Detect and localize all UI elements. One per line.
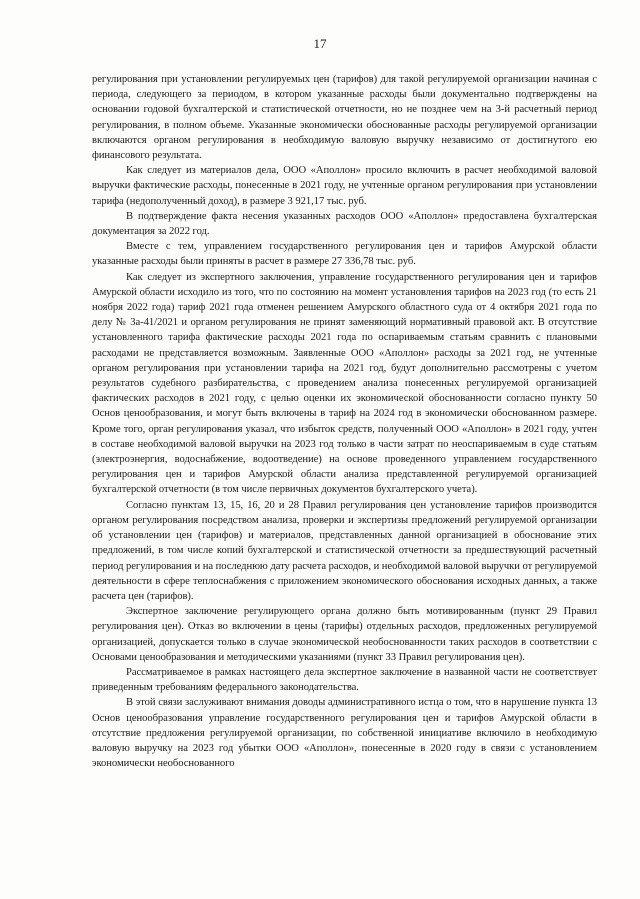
paragraph-3: В подтверждение факта несения указанных расходов ООО «Аполлон» предоставлена бухгалтерская документация за 2022 год.: [92, 210, 597, 238]
paragraph-2: Как следует из материалов дела, ООО «Аполлон» просило включить в расчет необходимой валовой выручки фактические расходы, понесенные в 2021 году, не учтенные органом регулирования при установлении тарифа (недополученный доход), в размере 3 921,17 тыс. руб.: [92, 165, 597, 207]
paragraph-1: регулирования при установлении регулируемых цен (тарифов) для такой регулируемой организации начиная с периода, следующего за периодом, в котором указанные расходы были документально подтверждены на основании годовой бухгалтерской и статистической отчетности, но не позднее чем на 3-й расчетный период регулирования, в полном объеме. Указанные экономически обоснованные расходы регулируемой организации включаются органом регулирования в необходимую валовую выручку независимо от достигнутого ею финансового результата.: [92, 74, 597, 162]
page-number: 17: [313, 36, 327, 51]
paragraph-6: Согласно пунктам 13, 15, 16, 20 и 28 Правил регулирования цен установление тарифов производится органом регулирования посредством анализа, проверки и экспертизы предложений регулируемой организации об установлении цен (тарифов) и материалов, представленных данной организацией в обоснование этих предложений, в том числе копий бухгалтерской и статистической отчетности за предшествующий расчетный период регулирования и на последнюю дату расчета расходов, и необходимой валовой выручки от регулируемой деятельности в сфере теплоснабжения с приложением экономического обоснования исходных данных, а также расчета цен (тарифов).: [92, 499, 597, 602]
document-body: [92, 72, 597, 771]
paragraph-9: В этой связи заслуживают внимания доводы административного истца о том, что в нарушение пункта 13 Основ ценообразования управление государственного регулирования цен и тарифов Амурской области в отсутствие предложения регулируемой организации, по собственной инициативе включило в необходимую валовую выручку на 2023 год убытки ООО «Аполлон», понесенные в 2020 году в связи с установлением экономически необоснованного: [92, 697, 597, 770]
paragraph-8: Рассматриваемое в рамках настоящего дела экспертное заключение в названной части не соответствует приведенным требованиям федерального законодательства.: [92, 666, 597, 694]
paragraph-7: Экспертное заключение регулирующего органа должно быть мотивированным (пункт 29 Правил регулирования цен). Отказ во включении в цены (тарифы) отдельных расходов, предложенных регулируемой организацией, допускается только в случае экономической необоснованности таких расходов в соответствии с Основами ценообразования и методическими указаниями (пункт 33 Правил регулирования цен).: [92, 606, 597, 663]
paragraph-4: Вместе с тем, управлением государственного регулирования цен и тарифов Амурской области указанные расходы были приняты в расчет в размере 27 336,78 тыс. руб.: [92, 241, 597, 268]
paragraph-5: Как следует из экспертного заключения, управление государственного регулирования цен и тарифов Амурской области исходило из того, что по состоянию на момент установления тарифов на 2023 год (то есть 21 ноября 2022 года) тариф 2021 года отменен решением Амурского областного суда от 4 октября 2021 года по делу № 3а-41/2021 и органом регулирования не принят заменяющий нормативный правовой акт. В отсутствие установленного тарифа фактические расходы 2021 года по оспариваемым статьям сравнить с плановыми расходами не представляется возможным. Заявленные ООО «Аполлон» расходы за 2021 год, не учтенные органом регулирования при установлении тарифа на 2021 год, будут дополнительно рассмотрены с учетом результатов судебного разбирательства, с проведением анализа понесенных регулируемой организацией фактических расходов в 2021 году, с целью оценки их экономической обоснованности согласно пункту 50 Основ ценообразования, и могут быть включены в тариф на 2024 год в экономически обоснованном размере. Кроме того, орган регулирования указал, что избыток средств, полученный ООО «Аполлон» в 2021 году, учтен в составе необходимой валовой выручки на 2023 год только в части затрат по неоспариваемым в суде статьям (электроэнергия, водоснабжение, водоотведение) на основе проведенного управлением государственного регулирования цен и тарифов Амурской области анализа представленной регулируемой организацией бухгалтерской отчетности (в том числе первичных документов бухгалтерского учета).: [92, 271, 597, 496]
